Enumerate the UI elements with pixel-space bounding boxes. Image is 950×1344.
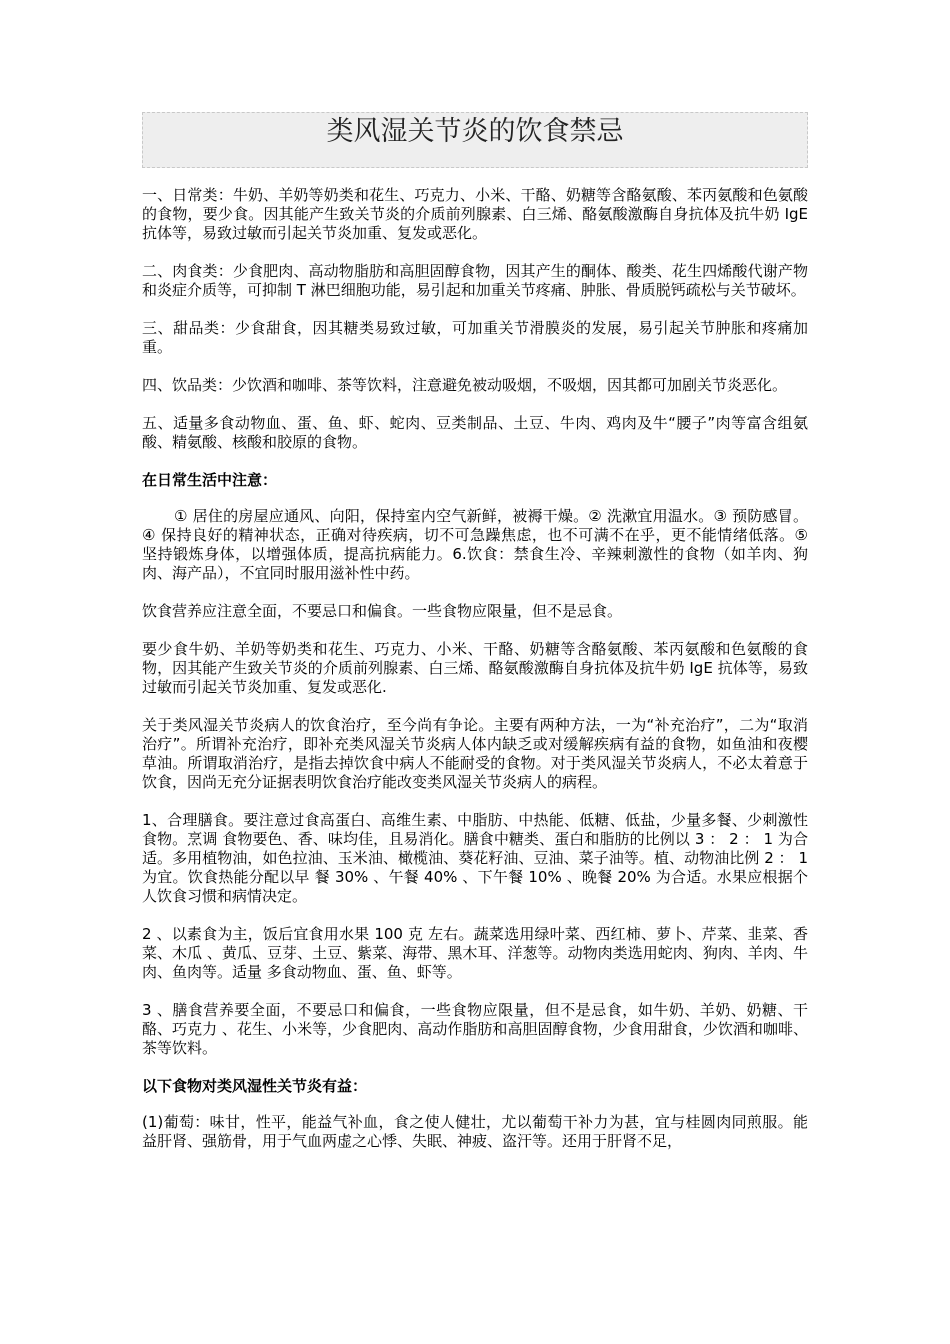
- paragraph-daily-life-tips: ① 居住的房屋应通风、向阳，保持室内空气新鲜，被褥干燥。② 洗漱宜用温水。③ 预防感冒。④ 保持良好的精神状态，正确对待疾病，切不可急躁焦虑，也不可满不在乎，更不能情绪低落。⑤ 坚持锻炼身体，以增强体质，提高抗病能力。6.饮食：禁食生冷、辛辣刺激性的食物（如羊肉、狗肉、海产品），不宜同时服用滋补性中药。: [142, 507, 808, 582]
- paragraph-reasonable-diet: 1、合理膳食。要注意过食高蛋白、高维生素、中脂肪、中热能、低糖、低盐，少量多餐、少刺激性食物。烹调 食物要色、香、味均佳，且易消化。膳食中糖类、蛋白和脂肪的比例以 3 ： 2 ： 1 为合适。多用植物油，如色拉油、玉米油、橄榄油、葵花籽油、豆油、菜子油等。植、动物油比例 2 ： 1 为宜。饮食热能分配以早 餐 30% 、午餐 40% 、下午餐 10% 、晚餐 20% 为合适。水果应根据个人饮食习惯和病情决定。: [142, 811, 808, 905]
- paragraph-balanced-nutrition: 3 、膳食营养要全面，不要忌口和偏食，一些食物应限量，但不是忌食，如牛奶、羊奶、奶糖、干酪、巧克力 、花生、小米等，少食肥肉、高动作脂肪和高胆固醇食物，少食用甜食，少饮酒和咖啡、茶等饮料。: [142, 1001, 808, 1057]
- paragraph-meat-foods: 二、肉食类：少食肥肉、高动物脂肪和高胆固醇食物，因其产生的酮体、酸类、花生四烯酸代谢产物和炎症介质等，可抑制 T 淋巴细胞功能，易引起和加重关节疼痛、肿胀、骨质脱钙疏松与关节破坏。: [142, 262, 808, 299]
- paragraph-drinks: 四、饮品类：少饮酒和咖啡、茶等饮料，注意避免被动吸烟，不吸烟，因其都可加剧关节炎恶化。: [142, 376, 788, 394]
- paragraph-diet-therapy: 关于类风湿关节炎病人的饮食治疗，至今尚有争论。主要有两种方法，一为“补充治疗”，二为“取消治疗”。所谓补充治疗，即补充类风湿关节炎病人体内缺乏或对缓解疾病有益的食物，如鱼油和夜樱草油。所谓取消治疗，是指去掉饮食中病人不能耐受的食物。对于类风湿关节炎病人，不必太着意于饮食，因尚无充分证据表明饮食治疗能改变类风湿关节炎病人的病程。: [142, 716, 808, 791]
- paragraph-grape: (1)葡萄：味甘，性平，能益气补血，食之使人健壮，尤以葡萄干补力为甚，宜与桂圆肉同煎服。能益肝肾、强筋骨，用于气血两虚之心悸、失眠、神疲、盗汗等。还用于肝肾不足，: [142, 1113, 808, 1150]
- section-heading-beneficial-foods: 以下食物对类风湿性关节炎有益：: [142, 1077, 368, 1095]
- paragraph-vegetarian: 2 、以素食为主，饭后宜食用水果 100 克 左右。蔬菜选用绿叶菜、西红柿、萝卜、芹菜、韭菜、香菜、木瓜 、黄瓜、豆芽、土豆、紫菜、海带、黑木耳、洋葱等。动物肉类选用蛇肉、狗肉、羊肉、牛肉、鱼肉等。适量 多食动物血、蛋、鱼、虾等。: [142, 925, 808, 981]
- document-page: [142, 112, 808, 1170]
- paragraph-sweets: 三、甜品类：少食甜食，因其糖类易致过敏，可加重关节滑膜炎的发展，易引起关节肿胀和疼痛加重。: [142, 319, 808, 356]
- paragraph-limit-dairy: 要少食牛奶、羊奶等奶类和花生、巧克力、小米、干酪、奶糖等含酪氨酸、苯丙氨酸和色氨酸的食物，因其能产生致关节炎的介质前列腺素、白三烯、酪氨酸激酶自身抗体及抗牛奶 IgE 抗体等，易致过敏而引起关节炎加重、复发或恶化.: [142, 640, 808, 696]
- section-heading-daily-life: 在日常生活中注意：: [142, 471, 278, 489]
- paragraph-nutrition: 饮食营养应注意全面，不要忌口和偏食。一些食物应限量，但不是忌食。: [142, 602, 623, 620]
- document-body: [142, 186, 808, 1151]
- document-title: 类风湿关节炎的饮食禁忌: [142, 112, 808, 168]
- paragraph-recommended-foods: 五、适量多食动物血、蛋、鱼、虾、蛇肉、豆类制品、土豆、牛肉、鸡肉及牛“腰子”肉等富含组氨酸、精氨酸、核酸和胶原的食物。: [142, 414, 808, 451]
- paragraph-daily-foods: 一、日常类：牛奶、羊奶等奶类和花生、巧克力、小米、干酪、奶糖等含酪氨酸、苯丙氨酸和色氨酸的食物，要少食。因其能产生致关节炎的介质前列腺素、白三烯、酪氨酸激酶自身抗体及抗牛奶 IgE 抗体等，易致过敏而引起关节炎加重、复发或恶化。: [142, 186, 808, 242]
